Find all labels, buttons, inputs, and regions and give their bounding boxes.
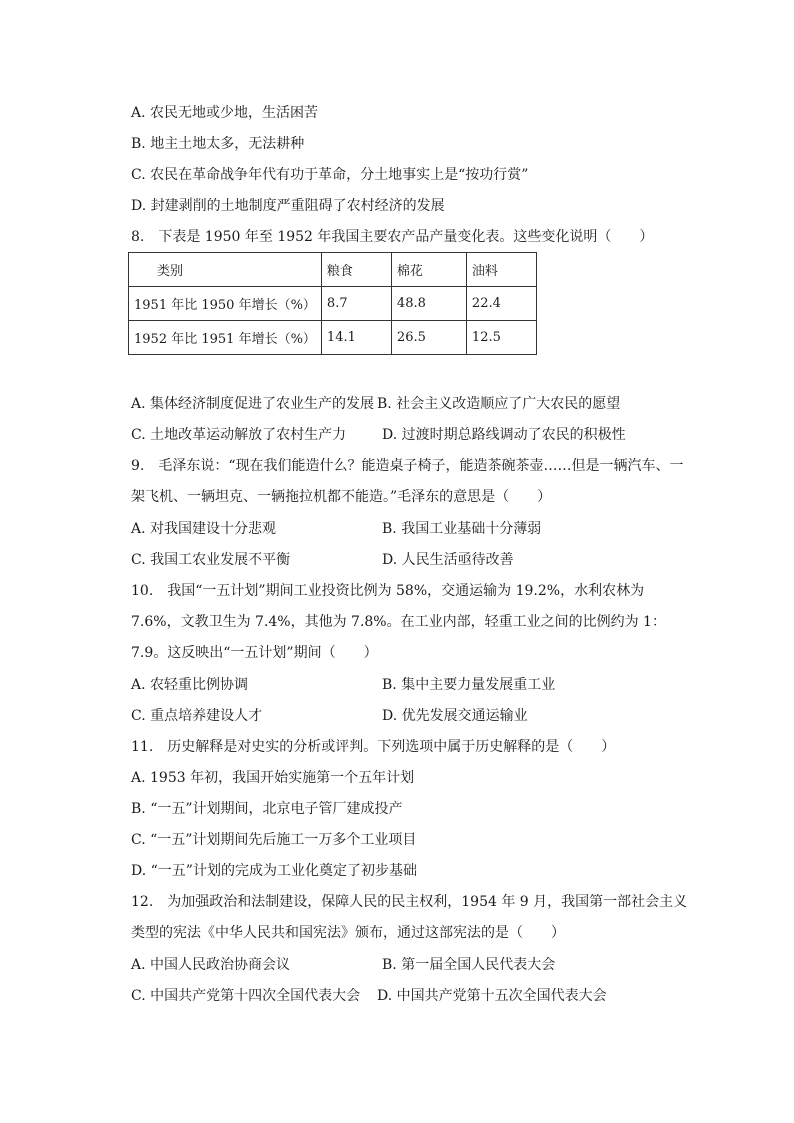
- q8-options-cd: [131, 426, 731, 444]
- q11-stem: 11. 历史解释是对史实的分析或评判。下列选项中属于历史解释的是（ ）: [131, 739, 616, 755]
- q12-option-b: B. 第一届全国人民代表大会: [382, 957, 556, 973]
- q9-option-c: C. 我国工农业发展不平衡: [131, 552, 291, 568]
- q9-option-a: A. 对我国建设十分悲观: [131, 521, 277, 537]
- q9-option-d: D. 人民生活亟待改善: [382, 552, 514, 568]
- q10-option-a: A. 农轻重比例协调: [131, 677, 249, 693]
- table-cell: 26.5: [391, 321, 466, 355]
- q9-options-ab: [131, 520, 731, 538]
- q11-option-d: D. “一五”计划的完成为工业化奠定了初步基础: [131, 863, 417, 879]
- q10-options-ab: [131, 676, 731, 694]
- table-header-row: [129, 253, 537, 287]
- q12-option-c: C. 中国共产党第十四次全国代表大会: [131, 988, 361, 1004]
- q11-option-c: C. “一五”计划期间先后施工一万多个工业项目: [131, 832, 417, 848]
- table-cell: 22.4: [466, 287, 536, 321]
- table-cell: 14.1: [321, 321, 391, 355]
- table-cell: 12.5: [466, 321, 536, 355]
- q7-option-a: A. 农民无地或少地，生活困苦: [131, 105, 319, 121]
- q8-stem: 8. 下表是 1950 年至 1952 年我国主要农产品产量变化表。这些变化说明（ ）: [131, 229, 654, 245]
- q12-stem: 12. 为加强政治和法制建设，保障人民的民主权利，1954 年 9 月，我国第一部社会主义类型的宪法《中华人民共和国宪法》颁布，通过这部宪法的是（ ）: [131, 894, 688, 941]
- q11-option-b: B. “一五”计划期间，北京电子管厂建成投产: [131, 801, 403, 817]
- q7-option-b: B. 地主土地太多，无法耕种: [131, 136, 305, 152]
- q12-option-a: A. 中国人民政治协商会议: [131, 957, 291, 973]
- q10-option-d: D. 优先发展交通运输业: [382, 708, 528, 724]
- table-cell: 8.7: [321, 287, 391, 321]
- q8-option-b: B. 社会主义改造顺应了广大农民的愿望: [377, 396, 621, 412]
- table-cell: 1951 年比 1950 年增长（%）: [129, 287, 322, 321]
- q10-option-b: B. 集中主要力量发展重工业: [382, 677, 556, 693]
- q8-option-c: C. 土地改革运动解放了农村生产力: [131, 427, 347, 443]
- table-cell: 1952 年比 1951 年增长（%）: [129, 321, 322, 355]
- q9-options-cd: [131, 551, 731, 569]
- table-row: [129, 321, 537, 355]
- q10-stem: 10. 我国“一五计划”期间工业投资比例为 58%，交通运输为 19.2%，水利农林为 7.6%，文教卫生为 7.4%，其他为 7.8%。在工业内部，轻重工业之间的比例约为 1：7.9。这反映出“一五计划”期间（ ）: [131, 583, 666, 661]
- q7-option-d: D. 封建剥削的土地制度严重阻碍了农村经济的发展: [131, 198, 445, 214]
- table-header-cell: 棉花: [391, 253, 466, 287]
- table-header-cell: 类别: [129, 253, 322, 287]
- table-header-cell: 油料: [466, 253, 536, 287]
- table-header-cell: 粮食: [321, 253, 391, 287]
- q9-option-b: B. 我国工业基础十分薄弱: [382, 521, 542, 537]
- q8-option-d: D. 过渡时期总路线调动了农民的积极性: [382, 427, 626, 443]
- table-row: [129, 287, 537, 321]
- q12-option-d: D. 中国共产党第十五次全国代表大会: [377, 988, 607, 1004]
- q12-options-ab: [131, 956, 731, 974]
- q7-option-c: C. 农民在革命战争年代有功于革命，分土地事实上是“按功行赏”: [131, 167, 529, 183]
- q10-options-cd: [131, 707, 731, 725]
- q9-stem: 9. 毛泽东说：“现在我们能造什么？能造桌子椅子，能造茶碗茶壶……但是一辆汽车、一架飞机、一辆坦克、一辆拖拉机都不能造。”毛泽东的意思是（ ）: [131, 458, 684, 505]
- q10-option-c: C. 重点培养建设人才: [131, 708, 263, 724]
- q8-options-ab: [131, 395, 731, 413]
- table-cell: 48.8: [391, 287, 466, 321]
- q8-table: [128, 252, 537, 355]
- q8-option-a: A. 集体经济制度促进了农业生产的发展: [131, 396, 375, 412]
- q12-options-cd: [131, 987, 731, 1005]
- q11-option-a: A. 1953 年初，我国开始实施第一个五年计划: [131, 770, 415, 786]
